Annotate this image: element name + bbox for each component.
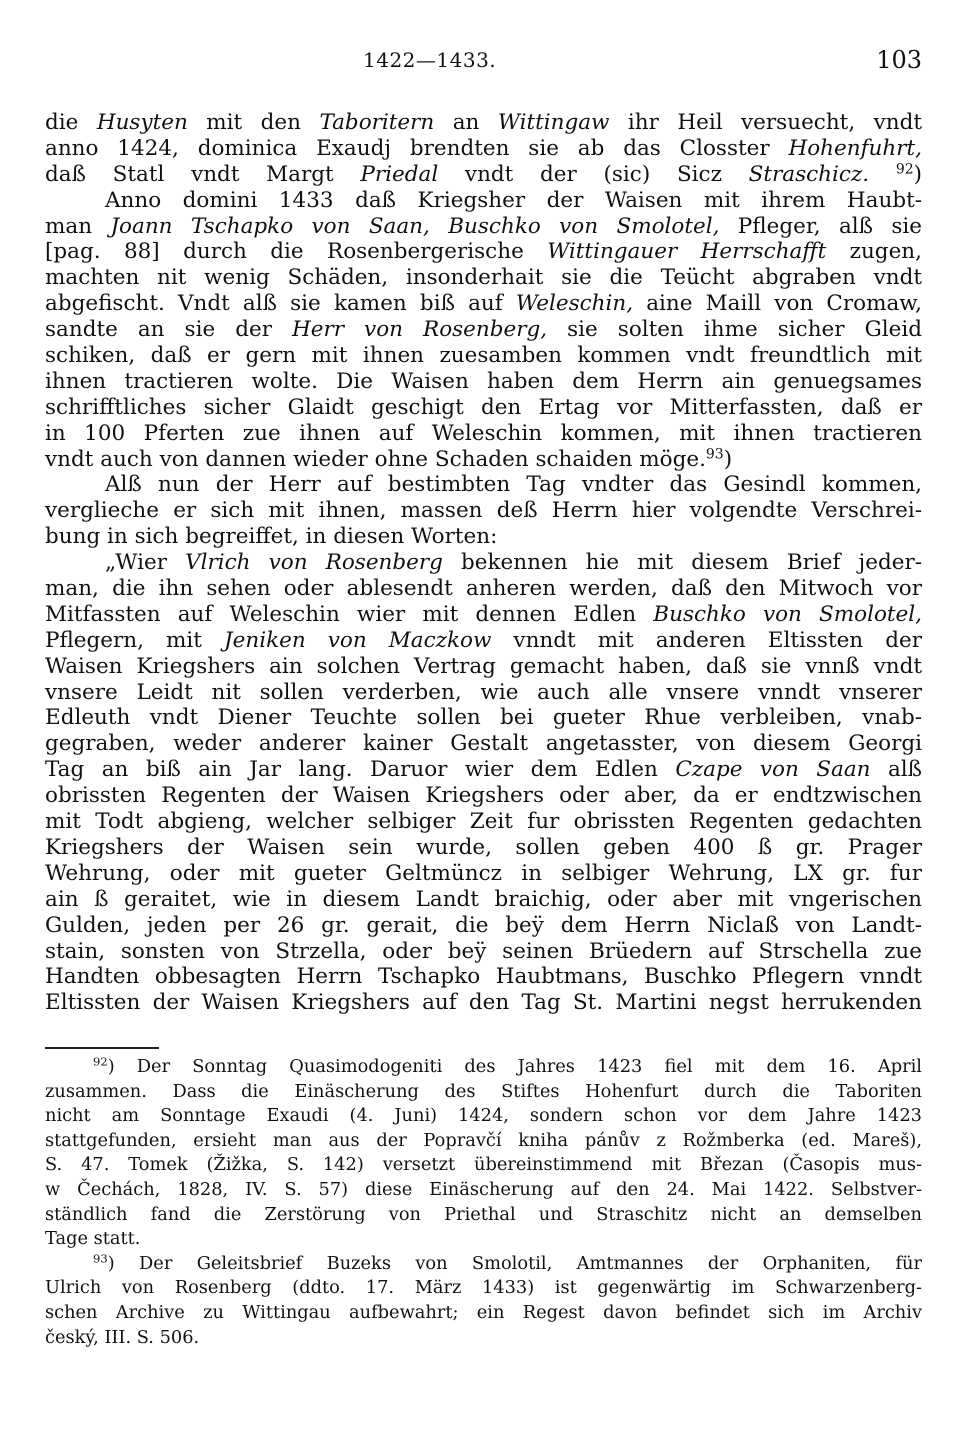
text-segment: [pag. 88] durch die Rosenbergerische [45,239,548,265]
footnote-marker: 93 [93,1251,108,1266]
text-segment: aine Maill von Cromaw, [633,291,922,317]
text-segment: Pfleger, alß sie [719,213,923,239]
text-segment: stattgefunden, ersieht man aus der Popravčí kniha pánův z Rožmberka (ed. Mareš), [45,1129,922,1151]
text-segment [869,162,896,187]
text-segment: man [45,213,111,239]
text-segment: schiken, daß er gern mit ihnen zuesamben kommen vndt freundtlich mit [45,343,922,369]
text-line [45,835,922,861]
text-line [45,990,922,1016]
text-line [45,680,922,706]
text-line [45,809,922,835]
text-segment: ihnen tractieren wolte. Die Waisen haben dem Herrn ain genuegsames [45,368,922,394]
text-segment: Eltissten der Waisen Kriegshers auf den Tag St. Martini negst herrukenden [45,990,922,1016]
footnotes [45,1055,922,1350]
text-segment: Pflegern, mit [45,627,225,653]
footnote-divider [45,1047,159,1049]
italic-name: Joann Tschapko von Saan, [110,213,430,239]
text-segment: daß Statl vndt Margt [45,161,361,187]
text-segment: gegraben, weder anderer kainer Gestalt angetasster, von diesem Georgi [45,731,922,757]
text-segment: Tag an biß ain Jar lang. Daruor wier dem Edlen [45,757,676,783]
text-segment: S. 47. Tomek (Žižka, S. 142) versetzt übereinstimmend mit Březan (Časopis mus- [45,1154,922,1176]
text-line [45,887,922,913]
text-segment: sie solten ihme sicher Gleid [547,317,922,343]
text-line [45,317,922,343]
text-line [45,576,922,602]
text-segment: alß [870,757,923,783]
text-segment: anno 1424, dominica Exaudj brendten sie ab das Closster [45,135,789,161]
text-segment: sandte an sie der [45,317,292,343]
footnote-line [45,1203,922,1228]
text-line [45,162,922,188]
italic-name: Straschicz. [748,161,870,187]
text-line [45,964,922,990]
text-segment: verglieche er sich mit ihnen, massen deß Herrn hier volgendte Verschrei- [45,498,922,524]
text-segment: abgefischt. Vndt alß sie kamen biß auf [45,291,516,317]
italic-name: Wittingaw [497,110,610,135]
italic-name: Czape von Saan [675,757,871,783]
text-line [45,550,922,576]
text-line [45,265,922,291]
text-segment: vndt auch von dannen wieder ohne Schaden schaiden möge. [45,446,706,472]
text-line [45,395,922,421]
text-line [45,447,922,473]
text-segment: Mitfassten auf Weleschin wier mit dennen Edlen [45,601,654,627]
text-line [45,861,922,887]
text-segment: vndt der (sic) Sicz [438,161,749,187]
text-segment: zugen, [826,239,922,265]
text-segment: zusammen. Dass die Einäscherung des Stiftes Hohenfurt durch die Taboriten [45,1080,922,1102]
header-year-range: 1422—1433. [363,48,497,72]
italic-name: Herr von Rosenberg, [292,317,548,343]
text-line [45,705,922,731]
footnote-marker: 92 [895,161,914,178]
text-line [45,343,922,369]
text-line [45,110,922,136]
text-line [45,731,922,757]
text-line [45,239,922,265]
text-segment: ) Der Sonntag Quasimodogeniti des Jahres 1423 fiel mit dem 16. April [107,1056,922,1077]
text-segment [430,214,448,239]
page-header [45,44,922,80]
footnote-line [45,1301,922,1326]
main-text [45,110,922,1016]
text-segment: český, III. S. 506. [45,1326,200,1348]
text-segment: nicht am Sonntage Exaudi (4. Juni) 1424, sondern schon vor dem Jahre 1423 [45,1105,922,1127]
text-segment: bung in sich begreiffet, in diesen Worten: [45,524,498,550]
text-line [45,421,922,447]
footnote-line [45,1055,922,1080]
text-segment: Gulden, jeden per 26 gr. gerait, die beÿ dem Herrn Niclaß von Landt- [45,912,922,938]
text-segment: Tage statt. [45,1228,141,1250]
text-segment: schrifftliches sicher Glaidt geschigt den Ertag vor Mitterfassten, daß er [45,394,922,420]
footnote-line [45,1252,922,1277]
text-segment: Waisen Kriegshers ain solchen Vertrag gemacht haben, daß sie vnnß vndt [45,653,922,679]
text-segment: stain, sonsten von Strzella, oder beÿ seinen Brüedern auf Strschella zue [45,938,922,964]
text-segment: Wehrung, oder mit gueter Geltmüncz in selbiger Wehrung, LX gr. fur [45,860,922,886]
italic-name: Wittingauer Herrschafft [547,239,827,265]
text-segment: ain ß geraitet, wie in diesem Landt braichig, oder aber mit vngerischen [45,886,922,912]
text-line [45,498,922,524]
italic-name: Husyten [96,110,188,135]
text-line [45,524,922,550]
text-segment: an [434,110,498,135]
text-segment: schen Archive zu Wittingau aufbewahrt; ein Regest davon befindet sich im Archiv [45,1301,922,1323]
footnote-line [45,1178,922,1203]
text-line [45,602,922,628]
footnote-line [45,1276,922,1301]
footnote-line [45,1326,922,1351]
text-segment: w Čechách, 1828, IV. S. 57) diese Einäscherung auf den 24. Mai 1422. Selbstver- [45,1178,922,1200]
italic-name: Taboritern [319,110,435,135]
text-segment: ihr Heil versuecht, vndt [609,110,923,135]
text-segment: ) [723,446,733,472]
text-segment: ständlich fand die Zerstörung von Priethal und Straschitz nicht an demselben [45,1203,922,1225]
text-line [45,136,922,162]
footnote-line [45,1129,922,1154]
italic-name: Vlrich von Rosenberg [185,550,443,576]
italic-name: Buschko von Smolotel, [653,601,922,627]
text-line [45,939,922,965]
text-line [45,757,922,783]
text-segment: die [45,110,97,135]
footnote-line [45,1153,922,1178]
document-page [45,0,922,1451]
text-segment: mit den [187,110,320,135]
text-segment: Anno domini 1433 daß Kriegsher der Waisen mit ihrem Haubt- [105,187,922,213]
text-segment: man, die ihn sehen oder ablesendt anheren werden, daß den Mitwoch vor [45,576,922,602]
italic-name: Weleschin, [515,291,634,317]
italic-name: Jeniken von Maczkow [224,627,492,653]
text-segment: machten nit wenig Schäden, insonderhait sie die Teücht abgraben vndt [45,265,922,291]
text-line [45,654,922,680]
italic-name: Hohenfuhrt, [788,135,922,161]
italic-name: Priedal [360,161,439,187]
text-segment: „Wier [105,550,186,576]
footnote-line [45,1080,922,1105]
text-line [45,369,922,395]
text-line [45,913,922,939]
italic-name: Buschko von Smolotel, [448,213,720,239]
page-number: 103 [876,46,922,74]
text-line [45,783,922,809]
text-segment: vnndt mit anderen Eltissten der [491,627,922,653]
text-line [45,472,922,498]
footnote-line [45,1104,922,1129]
text-segment: ) [913,161,922,187]
text-line [45,188,922,214]
text-segment: vnsere Leidt nit sollen verderben, wie auch alle vnsere vnndt vnserer [45,679,922,705]
text-segment: bekennen hie mit diesem Brief jeder- [442,550,922,576]
text-segment: in 100 Pferten zue ihnen auf Weleschin kommen, mit ihnen tractieren [45,420,922,446]
text-segment: obrissten Regenten der Waisen Kriegshers oder aber, da er endtzwischen [45,783,922,809]
text-segment: mit Todt abgieng, welcher selbiger Zeit fur obrissten Regenten gedachten [45,809,922,835]
text-segment: Edleuth vndt Diener Teuchte sollen bei gueter Rhue verbleiben, vnab- [45,705,922,731]
text-segment: Kriegshers der Waisen sein wurde, sollen geben 400 ß gr. Prager [45,834,922,860]
text-segment: Handten obbesagten Herrn Tschapko Haubtmans, Buschko Pflegern vnndt [45,964,922,990]
text-line [45,628,922,654]
text-line [45,291,922,317]
footnote-marker: 93 [705,445,724,462]
footnote-marker: 92 [93,1054,108,1069]
footnote-line [45,1227,922,1252]
text-line [45,214,922,240]
text-segment: Alß nun der Herr auf bestimbten Tag vndter das Gesindl kommen, [105,472,922,498]
text-segment: Ulrich von Rosenberg (ddto. 17. März 1433) ist gegenwärtig im Schwarzenberg- [45,1277,922,1299]
text-segment: ) Der Geleitsbrief Buzeks von Smolotil, Amtmannes der Orphaniten, für [107,1252,922,1274]
